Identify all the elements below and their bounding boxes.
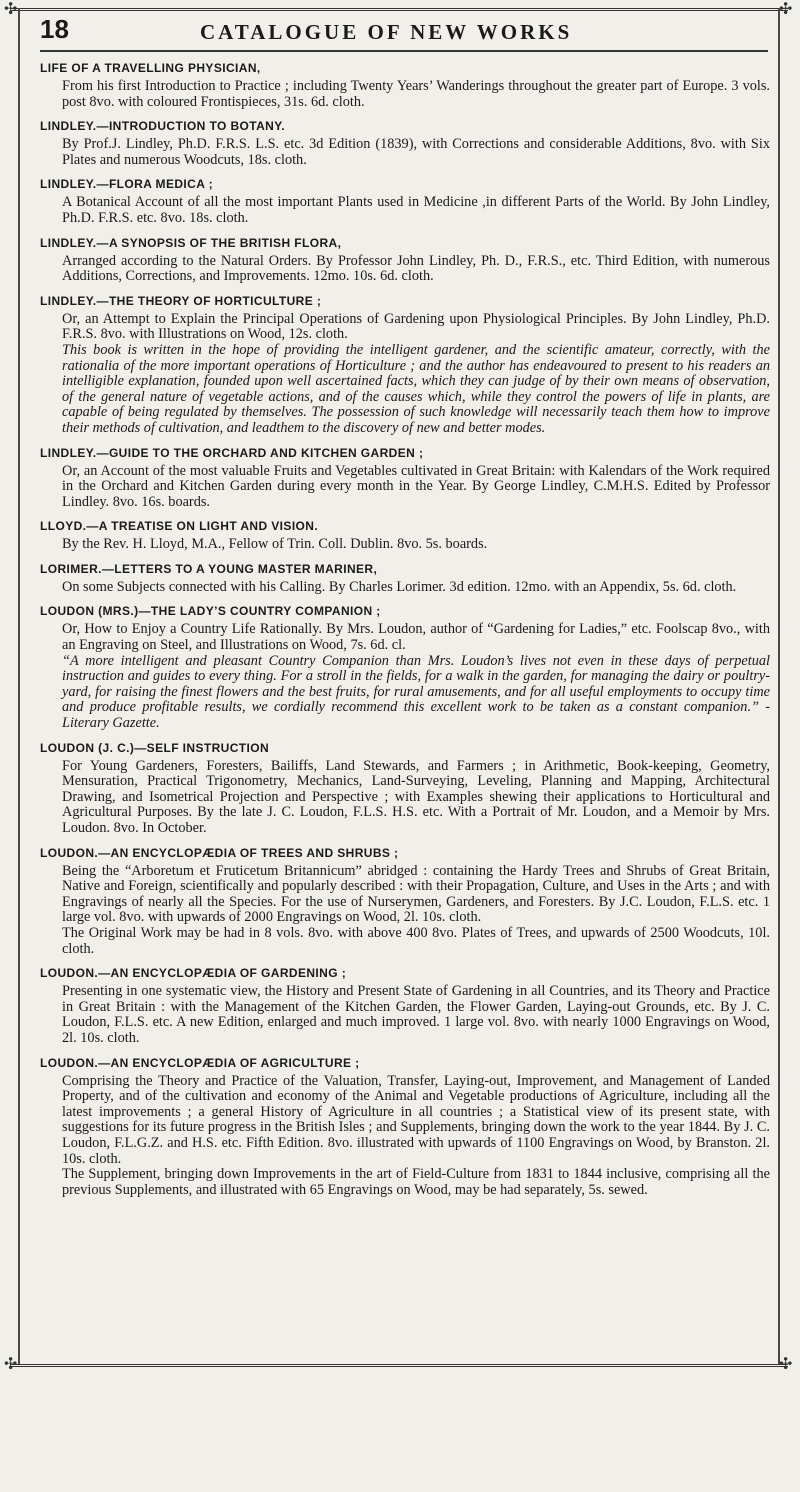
catalogue-entry	[40, 116, 770, 168]
entry-title: LINDLEY.—A SYNOPSIS OF THE BRITISH FLORA,	[40, 235, 342, 250]
entry-title: LINDLEY.—THE THEORY OF HORTICULTURE ;	[40, 293, 322, 308]
catalogue-entry	[40, 291, 770, 437]
bottom-border-rule	[10, 1364, 788, 1367]
entry-review-text: “A more intelligent and pleasant Country Companion than Mrs. Loudon’s lives not even in these days of perpetual instruction and guides to every thing. For a stroll in the fields, for a walk in the garden, for managing the dairy or poultry-yard, for raising the finest flowers and the best fruits, for rural amusements, and for all useful employments to occupy time and produce profitable results, we cordially recommend this excellent work to be taken as a constant companion.” -Literary Gazette.	[62, 652, 770, 732]
entry-description: By the Rev. H. Lloyd, M.A., Fellow of Trin. Coll. Dublin. 8vo. 5s. boards.	[62, 536, 488, 553]
entry-title: LOUDON.—AN ENCYCLOPÆDIA OF GARDENING ;	[40, 966, 347, 981]
catalogue-entry	[40, 443, 770, 511]
entry-description: By Prof.J. Lindley, Ph.D. F.R.S. L.S. etc. 3d Edition (1839), with Corrections and considerable Additions, 8vo. with Six Plates and numerous Woodcuts, 18s. cloth.	[62, 136, 770, 168]
catalogue-entry	[40, 1053, 770, 1199]
catalogue-entry	[40, 58, 770, 110]
catalogue-entry	[40, 601, 770, 731]
entry-description: Arranged according to the Natural Orders. By Professor John Lindley, Ph. D., F.R.S., etc. Third Edition, with numerous Additions, Corrections, and Improvements. 12mo. 10s. 6d. cloth.	[62, 252, 770, 285]
entry-title: LINDLEY.—GUIDE TO THE ORCHARD AND KITCHEN GARDEN ;	[40, 445, 424, 460]
entry-description: Or, How to Enjoy a Country Life Rationally. By Mrs. Loudon, author of “Gardening for Ladies,” etc. Foolscap 8vo., with an Engraving on Steel, and Illustrations on Wood, 7s. 6d. cl.	[62, 621, 770, 654]
page-number: 18	[40, 14, 69, 44]
entry-review-text: This book is written in the hope of providing the intelligent gardener, and the scientific amateur, correctly, with the rationalia of the more important operations of Horticulture ; and the author has endeavoured to present to his readers an intelligible explanation, founded upon well ascertained facts, which they can judge of by their own means of observation, of the general nature of vegetable actions, and of the causes which, while they control the powers of life in plants, are capable of being regulated by themselves. The possession of such knowledge will necessarily teach them how to improve their methods of cultivation, and leadthem to the discovery of new and better modes.	[62, 341, 770, 436]
entry-title: LINDLEY.—FLORA MEDICA ;	[40, 177, 213, 192]
corner-ornament-icon: ✣	[4, 1354, 18, 1373]
entry-description: The Original Work may be had in 8 vols. 8vo. with above 400 8vo. Plates of Trees, and upwards of 2500 Woodcuts, 10l. cloth.	[62, 924, 770, 957]
entry-description: Or, an Attempt to Explain the Principal Operations of Gardening upon Physiological Principles. By John Lindley, Ph.D. F.R.S. 8vo. with Illustrations on Wood, 12s. cloth.	[62, 310, 770, 343]
catalogue-entry	[40, 174, 770, 226]
header-rule	[40, 50, 768, 52]
entry-title: LOUDON.—AN ENCYCLOPÆDIA OF AGRICULTURE ;	[40, 1055, 360, 1070]
corner-ornament-icon: ✣	[4, 0, 18, 18]
catalogue-entry	[40, 963, 770, 1046]
catalogue-entries	[40, 58, 770, 1204]
entry-description: The Supplement, bringing down Improvements in the art of Field-Culture from 1831 to 1844 inclusive, comprising all the previous Supplements, and illustrated with 65 Engravings on Wood, may be had separately, 5s. sewed.	[62, 1166, 770, 1198]
entry-description: Being the “Arboretum et Fruticetum Britannicum” abridged : containing the Hardy Trees and Shrubs of Great Britain, Native and Foreign, scientifically and popularly described : with their Propagation, Culture, and Uses in the Arts ; and with Engravings of nearly all the Species. For the use of Nurserymen, Gardeners, and Foresters. By J.C. Loudon, F.L.S. etc. 1 large vol. 8vo. with upwards of 2000 Engravings on Wood, 2l. 10s. cloth.	[62, 862, 770, 926]
catalogue-entry	[40, 843, 770, 958]
entry-description: For Young Gardeners, Foresters, Bailiffs, Land Stewards, and Farmers ; in Arithmetic, Book-keeping, Geometry, Mensuration, Practical Trigonometry, Mechanics, Land-Surveying, Leveling, Planning and Mapping, Architectural Drawing, and Isometrical Projection and Perspective ; with Examples shewing their applications to Horticultural and Agricultural Purposes. By the late J. C. Loudon, F.L.S. H.S. etc. With a Portrait of Mr. Loudon, and a Memoir by Mrs. Loudon. 8vo. In October.	[62, 757, 770, 836]
catalogue-entry	[40, 516, 770, 553]
corner-ornament-icon: ✣	[779, 0, 793, 18]
entry-description: On some Subjects connected with his Calling. By Charles Lorimer. 3d edition. 12mo. with an Appendix, 5s. 6d. cloth.	[62, 578, 737, 595]
entry-description: Or, an Account of the most valuable Fruits and Vegetables cultivated in Great Britain: with Kalendars of the Work required in the Orchard and Kitchen Garden during every month in the Year. By George Lindley, C.M.H.S. Edited by Professor Lindley. 8vo. 16s. boards.	[62, 462, 770, 510]
entry-title: LINDLEY.—INTRODUCTION TO BOTANY.	[40, 119, 286, 134]
entry-title: LOUDON (MRS.)—THE LADY’S COUNTRY COMPANION ;	[40, 604, 381, 619]
entry-title: LIFE OF A TRAVELLING PHYSICIAN,	[40, 61, 261, 75]
entry-title: LLOYD.—A TREATISE ON LIGHT AND VISION.	[40, 519, 319, 534]
entry-title: LOUDON.—AN ENCYCLOPÆDIA OF TREES AND SHRUBS ;	[40, 845, 399, 860]
entry-description: A Botanical Account of all the most important Plants used in Medicine ,in different Parts of the World. By John Lindley, Ph.D. F.R.S. etc. 8vo. 18s. cloth.	[62, 194, 770, 226]
entry-description: Comprising the Theory and Practice of the Valuation, Transfer, Laying-out, Improvement, and Management of Landed Property, and of the cultivation and economy of the Animal and Vegetable productions of Agriculture, including all the latest improvements ; a general History of Agriculture in all countries ; a Statistical view of its present state, with suggestions for its future progress in the British Isles ; and Supplements, bringing down the work to the year 1844. By J. C. Loudon, F.L.G.Z. and H.S. etc. Fifth Edition. 8vo. illustrated with upwards of 1100 Engravings on Wood, by Branston. 2l. 10s. cloth.	[62, 1072, 770, 1167]
corner-ornament-icon: ✣	[779, 1354, 793, 1373]
catalogue-entry	[40, 559, 770, 596]
running-title: CATALOGUE OF NEW WORKS	[200, 20, 573, 44]
entry-description: From his first Introduction to Practice ; including Twenty Years’ Wanderings throughout the greater part of Europe. 3 vols. post 8vo. with coloured Frontispieces, 31s. 6d. cloth.	[62, 78, 770, 110]
entry-description: Presenting in one systematic view, the History and Present State of Gardening in all Countries, and its Theory and Practice in Great Britain : with the Management of the Kitchen Garden, the Flower Garden, Laying-out Grounds, etc. By J. C. Loudon, F.L.S. etc. A new Edition, enlarged and much improved. 1 large vol. 8vo. with nearly 1000 Engravings on Wood, 2l. 10s. cloth.	[62, 983, 770, 1046]
catalogue-entry	[40, 233, 770, 285]
entry-title: LORIMER.—LETTERS TO A YOUNG MASTER MARINER,	[40, 561, 378, 576]
catalogue-entry	[40, 738, 770, 837]
page-header	[40, 12, 770, 48]
entry-title: LOUDON (J. C.)—SELF INSTRUCTION	[40, 740, 270, 755]
